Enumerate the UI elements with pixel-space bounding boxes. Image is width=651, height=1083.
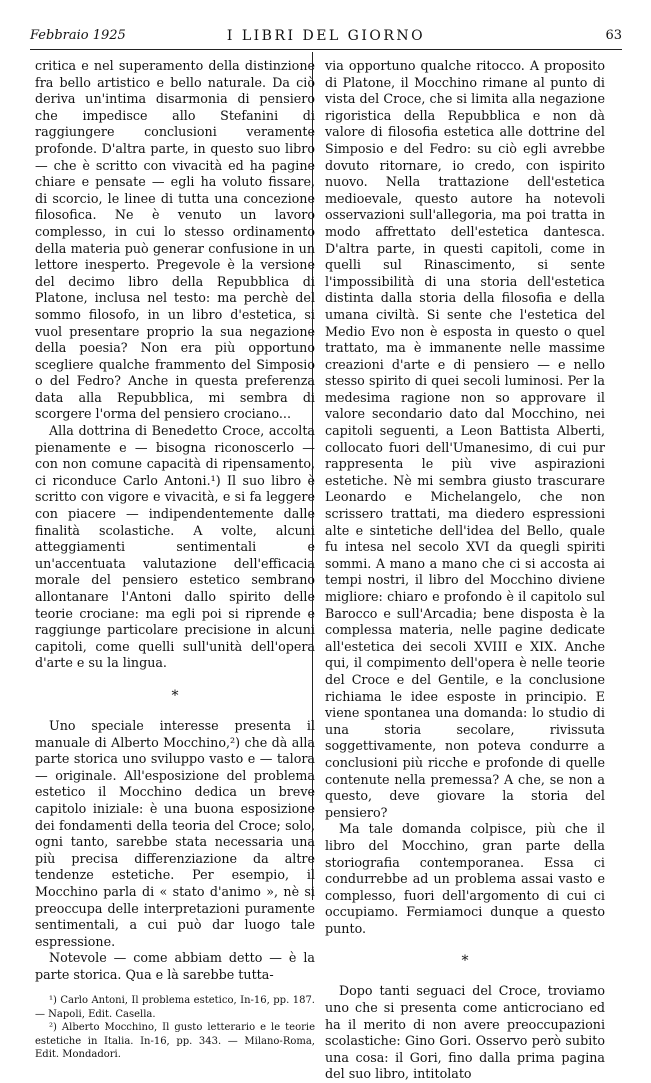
issue-date: Febbraio 1925 [30,28,126,43]
header-rule [30,49,622,50]
footnote: ¹) Carlo Antoni, Il problema estetico, In-16, pp. 187. — Napoli, Edit. Casella. [35,995,315,1020]
section-separator: * [171,687,179,704]
page-number: 63 [605,28,622,43]
paragraph: Ma tale domanda colpisce, più che il libro del Mocchino, gran parte della storiografia contemporanea. Essa ci condurrebbe ad un problema assai vasto e complesso, fuori dell'argomento di cui ci occupiamo. Fermiamoci dunque a questo punto. [325,821,605,936]
paragraph: Dopo tanti seguaci del Croce, troviamo uno che si presenta come anticrociano ed ha il merito di non avere preoccupazioni scolastiche: Gino Gori. Osservo però subito una cosa: il Gori, fino dalla prima pagina del suo libro, intitolato [325,983,605,1082]
paragraph: Notevole — come abbiam detto — è la parte storica. Qua e là sarebbe tutta- [35,950,315,982]
paragraph: Alla dottrina di Benedetto Croce, accolta pienamente e — bisogna riconoscerlo — con non comune capacità di ripensamento, ci riconduce Carlo Antoni.¹) Il suo libro è scritto con vigore e vivacità, e si fa leggere con piacere — indipendentemente dalle finalità scolastiche. A volte, alcuni atteggiamenti sentimentali e un'accentuata valutazione dell'efficacia morale del pensiero estetico sembrano allontanare l'Antoni dallo spirito delle teorie crociane: ma egli poi si riprende e raggiunge particolare precisione in alcuni capitoli, come quelli sull'unità dell'opera d'arte e su la lingua. [35,423,315,671]
footnotes [35,994,315,1062]
paragraph: via opportuno qualche ritocco. A proposito di Platone, il Mocchino rimane al punto di vista del Croce, che si limita alla negazione rigoristica della Repubblica e non dà valore di filosofia estetica alle dottrine del Simposio e del Fedro: su ciò egli avrebbe dovuto ritornare, io credo, con ispirito nuovo. Nella trattazione dell'estetica medioevale, questo autore ha notevoli osservazioni sull'allegoria, ma poi tratta in modo affrettato dell'estetica dantesca. D'altra parte, in questi capitoli, come in quelli sul Rinascimento, si sente l'impossibilità di una storia dell'estetica distinta dalla storia della filosofia e della umana civiltà. Si sente che l'estetica del Medio Evo non è esposta in questo o quel trattato, ma è immanente nelle massime creazioni d'arte e di pensiero — e nello stesso spirito di quei secoli luminosi. Per la medesima ragione non so approvare il valore secondario dato dal Mocchino, nei capitoli seguenti, a Leon Battista Alberti, collocato fuori dell'Umanesimo, di cui pur rappresenta le più vive aspirazioni estetiche. Nè mi sembra giusto trascurare Leonardo e Michelangelo, che non scrissero trattati, ma diedero espressioni alte e sintetiche dell'idea del Bello, quale fu intesa nel secolo XVI da quegli spiriti sommi. A mano a mano che ci si accosta ai tempi nostri, il libro del Mocchino diviene migliore: chiaro e profondo è il capitolo sul Barocco e sull'Arcadia; bene disposta è la complessa materia, nelle pagine dedicate all'estetica dei secoli XVIII e XIX. Anche qui, il compimento dell'opera è nelle teorie del Croce e del Gentile, e la conclusione richiama le idee esposte in principio. E viene spontanea una domanda: lo studio di una storia secolare, rivissuta soggettivamente, non poteva condurre a conclusioni più ricche e profonde di quelle contenute nella premessa? A che, se non a questo, deve giovare la storia del pensiero? [325,58,605,820]
section-separator: * [461,953,469,970]
paragraph: Uno speciale interesse presenta il manuale di Alberto Mocchino,²) che dà alla parte storica uno sviluppo vasto e — talora — originale. All'esposizione del problema estetico il Mocchino dedica un breve capitolo iniziale: è una buona esposizione dei fondamenti della teoria del Croce; solo, ogni tanto, sarebbe stata necessaria una più precisa differenziazione da altre tendenze estetiche. Per esempio, il Mocchino parla di « stato d'animo », nè si preoccupa delle interpretazioni puramente sentimentali, a cui può dar luogo tale espressione. [35,717,315,949]
paragraph: critica e nel superamento della distinzione fra bello artistico e bello naturale. Da ciò deriva un'intima disarmonia di pensiero che impedisce allo Stefanini di raggiungere conclusioni veramente profonde. D'altra parte, in questo suo libro — che è scritto con vivacità ed ha pagine chiare e pensate — egli ha voluto fissare, di scorcio, le linee di tutta una concezione filosofica. Ne è venuto un lavoro complesso, in cui lo stesso ordinamento della materia può generar confusione in un lettore inesperto. Pregevole è la versione del decimo libro della Repubblica di Platone, inclusa nel testo: ma perchè del sommo filosofo, in un libro d'estetica, si vuol presentare proprio la sua negazione della poesia? Non era più opportuno scegliere qualche frammento del Simposio o del Fedro? Anche in questa preferenza data alla Repubblica, mi sembra di scorgere l'orma del pensiero crociano... [35,58,315,422]
right-column [325,58,605,1083]
footnote: ²) Alberto Mocchino, Il gusto letterario e le teorie estetiche in Italia. In-16, pp. 343. — Milano-Roma, Edit. Mondadori. [35,1022,315,1061]
journal-title: I LIBRI DEL GIORNO [226,28,426,44]
left-column [35,58,315,1062]
